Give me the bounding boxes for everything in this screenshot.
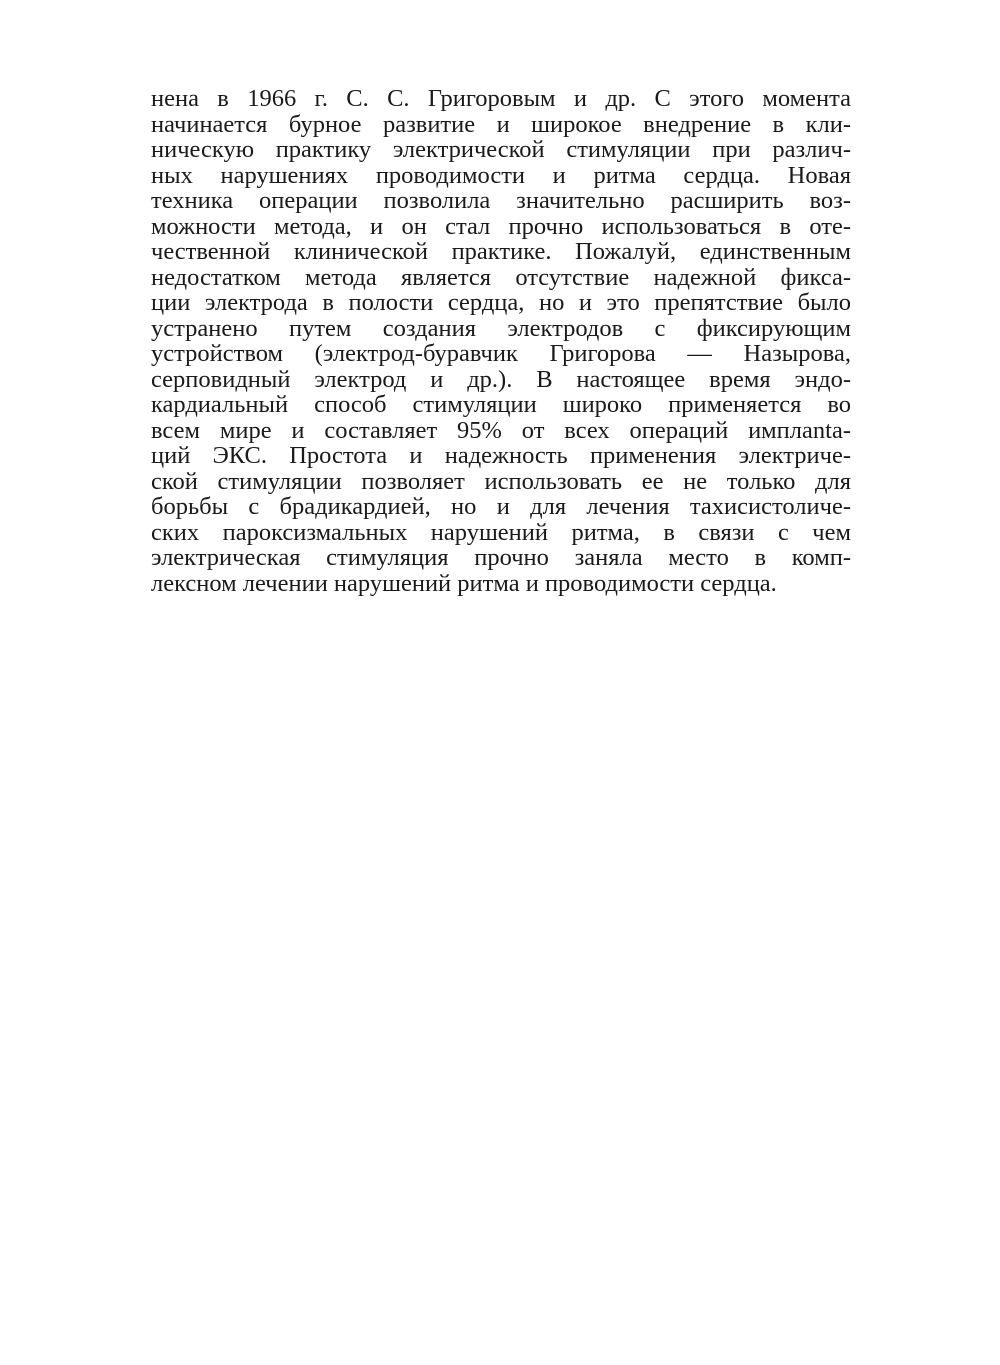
text-line: кардиальный способ стимуляции широко применяется во: [151, 391, 851, 418]
text-line: ции электрода в полости сердца, но и это препятствие было: [151, 289, 851, 316]
text-line: ских пароксизмальных нарушений ритма, в связи с чем: [151, 518, 851, 546]
text-line: ническую практику электрической стимуляции при различ-: [151, 136, 851, 163]
text-line: недостатком метода является отсутствие надежной фикса-: [151, 263, 851, 291]
text-line: можности метода, и он стал прочно использоваться в оте-: [151, 212, 851, 240]
text-line: ных нарушениях проводимости и ритма сердца. Новая: [151, 161, 851, 189]
text-line: ций ЭКС. Простота и надежность применения электриче-: [151, 442, 851, 469]
text-line: всем мире и составляет 95% от всех операций имплanta-: [151, 416, 851, 444]
text-line: лексном лечении нарушений ритма и проводимости сердца.: [151, 569, 777, 597]
text-line: нена в 1966 г. С. С. Григоровым и др. С этого момента: [151, 85, 851, 112]
text-line: начинается бурное развитие и широкое внедрение в кли-: [151, 110, 851, 138]
text-line: борьбы с брадикардией, но и для лечения тахисистоличе-: [151, 493, 851, 520]
text-line: техника операции позволила значительно расширить воз-: [151, 187, 851, 214]
text-line: серповидный электрод и др.). В настоящее время эндо-: [151, 365, 851, 393]
text-line: электрическая стимуляция прочно заняла место в комп-: [151, 544, 851, 571]
body-paragraph: [151, 86, 851, 596]
text-line: устранено путем создания электродов с фиксирующим: [151, 314, 851, 342]
text-line: устройством (электрод-буравчик Григорова — Назырова,: [151, 340, 851, 367]
text-line: ской стимуляции позволяет использовать ее не только для: [151, 467, 851, 495]
text-line: чественной клинической практике. Пожалуй, единственным: [151, 238, 851, 265]
